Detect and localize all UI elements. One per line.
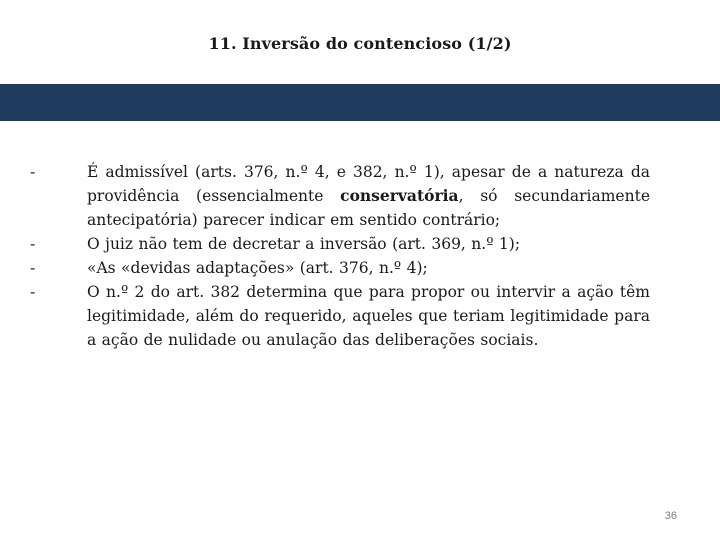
bullet-text-part: É admissível (arts. 376, n.º 4, e 382, n.º 1), apesar de a natureza da providência (essencialmente bbox=[87, 163, 650, 205]
bullet-item bbox=[30, 256, 650, 280]
bullet-dash: - bbox=[30, 163, 36, 181]
page-number: 36 bbox=[664, 510, 677, 522]
slide-title: 11. Inversão do contencioso (1/2) bbox=[208, 34, 512, 53]
bullet-dash: - bbox=[30, 283, 36, 301]
bullet-item bbox=[30, 280, 650, 352]
bullet-dash: - bbox=[30, 259, 36, 277]
bullet-list bbox=[30, 160, 650, 352]
title-band bbox=[0, 84, 720, 121]
bullet-text: O n.º 2 do art. 382 determina que para propor ou intervir a ação têm legitimidade, além do requerido, aqueles que teriam legitimidade para a ação de nulidade ou anulação das deliberações sociais. bbox=[87, 283, 650, 349]
bullet-item bbox=[30, 232, 650, 256]
bullet-text-part: , só secundariamente antecipatória) parecer indicar em sentido contrário; bbox=[87, 187, 650, 229]
bullet-dash: - bbox=[30, 235, 36, 253]
bullet-text: O juiz não tem de decretar a inversão (art. 369, n.º 1); bbox=[87, 235, 521, 253]
bullet-item bbox=[30, 160, 650, 232]
bullet-text-emphasis: conservatória bbox=[340, 186, 459, 205]
bullet-text bbox=[87, 163, 650, 229]
bullet-text: «As «devidas adaptações» (art. 376, n.º 4); bbox=[87, 259, 428, 277]
